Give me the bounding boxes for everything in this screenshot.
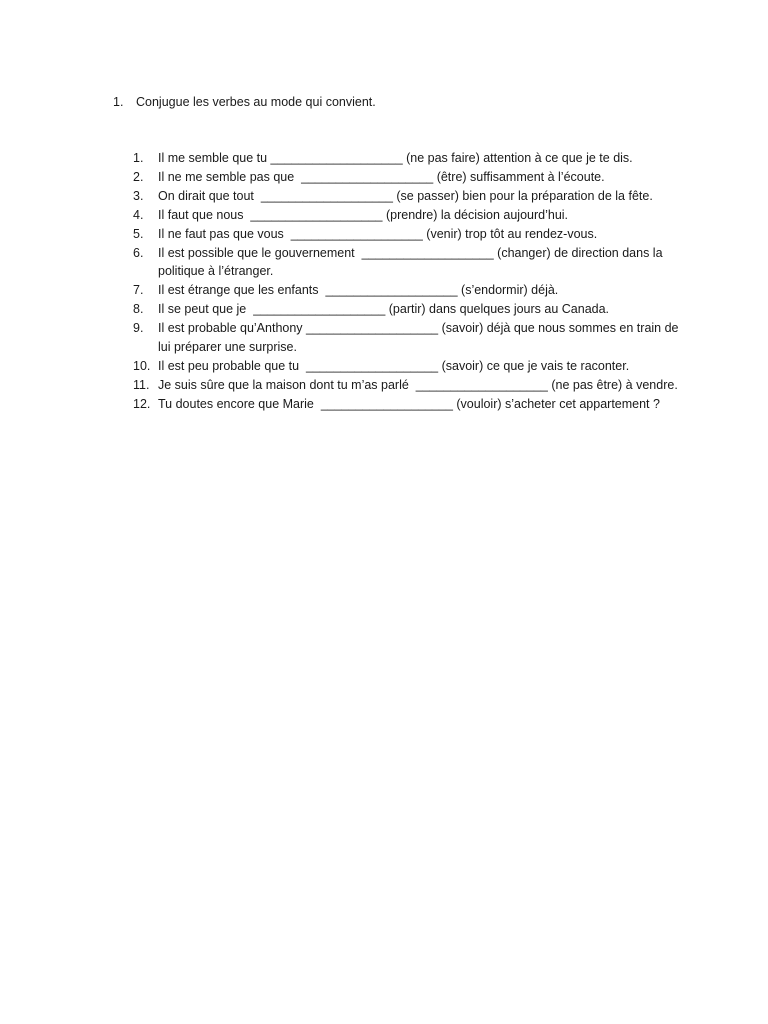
exercise-item (133, 319, 693, 357)
item-number: 10. (133, 358, 151, 373)
item-number: 4. (133, 207, 144, 222)
item-text: Il ne faut pas que vous ___________________ (venir) trop tôt au rendez-vous. (158, 226, 598, 241)
item-number: 1. (133, 151, 144, 165)
exercise-item (133, 244, 693, 282)
item-text: Il ne me semble pas que ___________________ (être) suffisamment à l’écoute. (158, 169, 605, 184)
item-text: On dirait que tout ___________________ (se passer) bien pour la préparation de la fête. (158, 188, 653, 203)
item-number: 9. (133, 321, 144, 336)
item-number: 8. (133, 302, 144, 317)
item-text: Tu doutes encore que Marie ___________________ (vouloir) s’acheter cet appartement ? (158, 396, 660, 411)
item-text: Il est probable qu’Anthony ___________________ (savoir) déjà que nous sommes en train de lui préparer une surprise. (158, 321, 682, 355)
exercise-list (133, 149, 693, 414)
exercise-item (133, 206, 693, 225)
exercise-item (133, 281, 693, 300)
item-text: Il faut que nous ___________________ (prendre) la décision aujourd’hui. (158, 207, 569, 222)
item-number: 6. (133, 245, 144, 260)
exercise-item (133, 376, 693, 395)
item-text: Il est possible que le gouvernement ___________________ (changer) de direction dans la politique à l’étranger. (158, 245, 667, 279)
exercise-item (133, 395, 693, 414)
item-text: Il est peu probable que tu ___________________ (savoir) ce que je vais te raconter. (158, 358, 630, 373)
item-number: 12. (133, 396, 151, 411)
exercise-item (133, 225, 693, 244)
heading-text: Conjugue les verbes au mode qui convient. (136, 95, 376, 109)
exercise-item (133, 168, 693, 187)
exercise-item (133, 187, 693, 206)
exercise-item (133, 149, 693, 168)
item-text: Il me semble que tu ___________________ (ne pas faire) attention à ce que je te dis. (158, 151, 633, 165)
item-number: 11. (133, 377, 150, 392)
heading-number: 1. (113, 95, 124, 109)
item-number: 2. (133, 169, 144, 184)
item-text: Il est étrange que les enfants ___________________ (s’endormir) déjà. (158, 283, 559, 298)
item-number: 7. (133, 283, 144, 298)
exercise-heading (113, 93, 376, 111)
item-text: Il se peut que je ___________________ (partir) dans quelques jours au Canada. (158, 302, 610, 317)
item-number: 3. (133, 188, 144, 203)
exercise-item (133, 357, 693, 376)
exercise-item (133, 300, 693, 319)
item-text: Je suis sûre que la maison dont tu m’as parlé ___________________ (ne pas être) à vendre. (158, 377, 678, 392)
item-number: 5. (133, 226, 144, 241)
